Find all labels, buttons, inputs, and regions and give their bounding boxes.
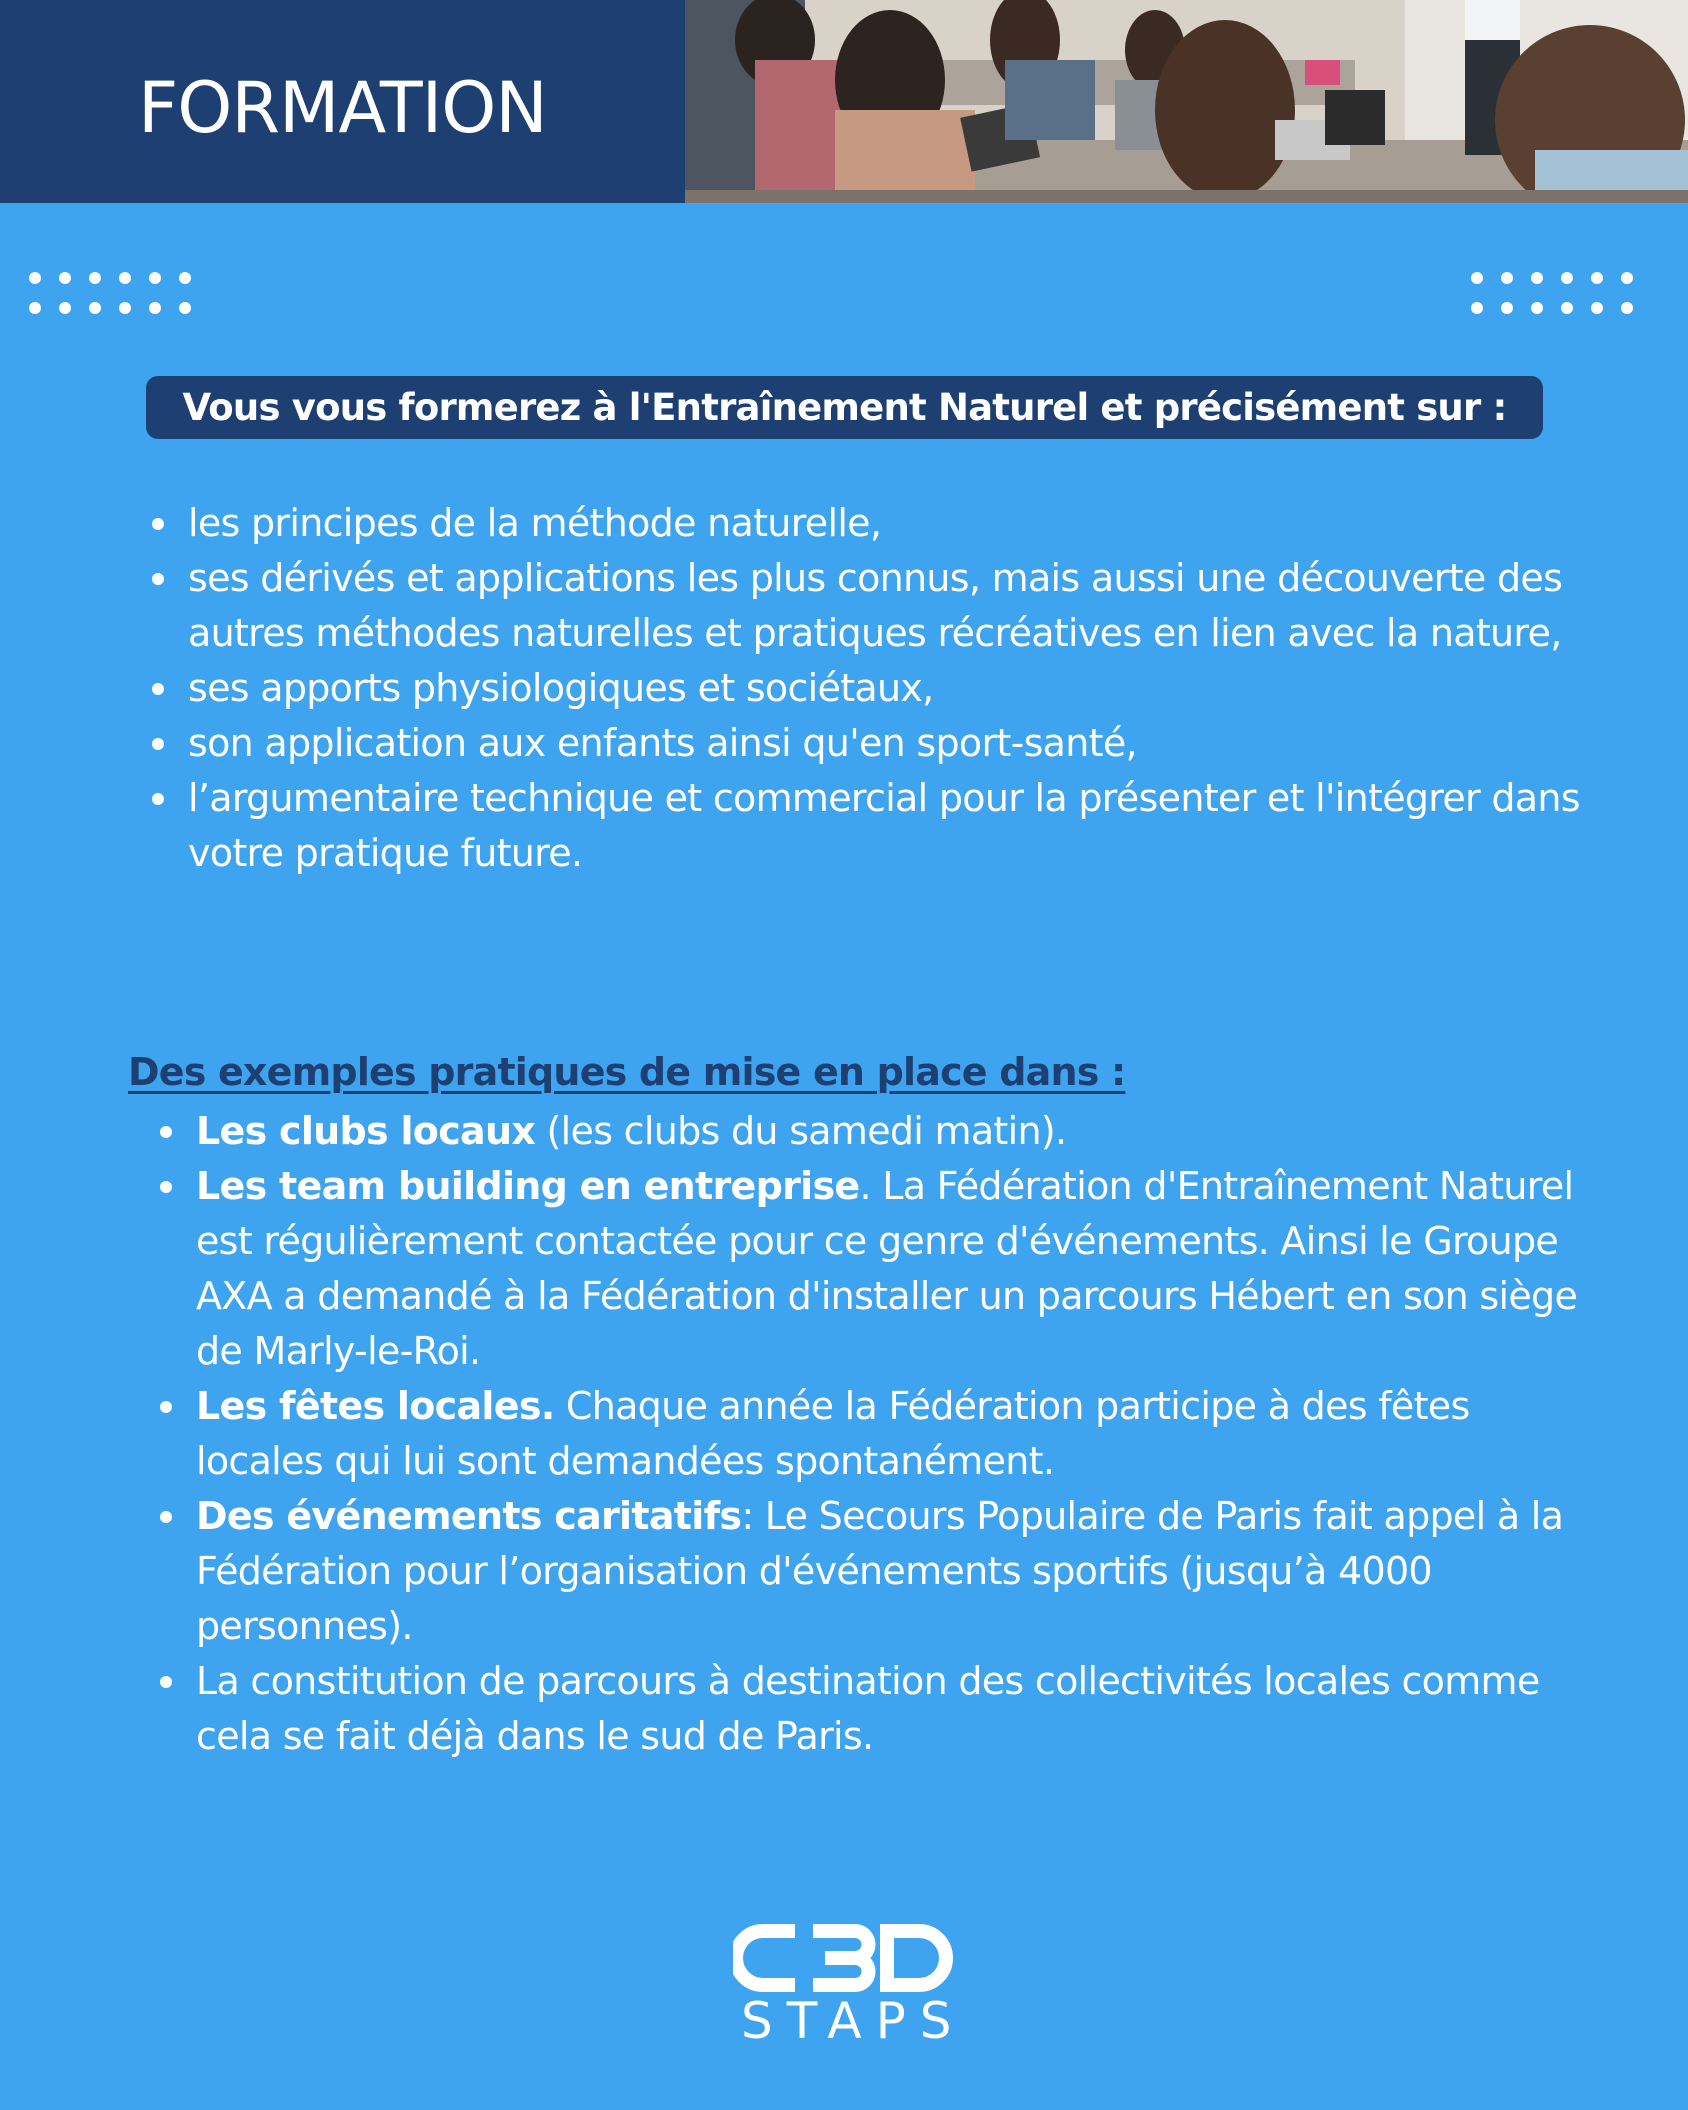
item-text: (les clubs du samedi matin). bbox=[535, 1109, 1067, 1153]
page-title: FORMATION bbox=[138, 67, 547, 149]
list-item: ses apports physiologiques et sociétaux, bbox=[150, 661, 1580, 716]
list-item: les principes de la méthode naturelle, bbox=[150, 496, 1580, 551]
item-text: La constitution de parcours à destination des collectivités locales comme cela se fait déjà dans le sud de Paris. bbox=[196, 1659, 1540, 1758]
list-item bbox=[158, 1104, 1588, 1159]
item-bold: Les team building en entreprise bbox=[196, 1164, 860, 1208]
item-bold: Les fêtes locales. bbox=[196, 1384, 555, 1428]
section1-list bbox=[150, 496, 1580, 881]
logo-staps-text: STAPS bbox=[741, 1992, 966, 2050]
item-text: : Le Secours Populaire de Paris fait appel à la Fédération pour l’organisation d'événements sportifs (jusqu’à 4000 personnes). bbox=[196, 1494, 1564, 1648]
list-item bbox=[158, 1489, 1588, 1654]
decorative-dots-left bbox=[29, 272, 194, 322]
section1-heading-pill bbox=[146, 376, 1543, 439]
list-item bbox=[158, 1654, 1588, 1764]
decorative-dots-right bbox=[1471, 272, 1636, 322]
section1-heading: Vous vous formerez à l'Entraînement Naturel et précisément sur : bbox=[182, 386, 1507, 429]
classroom-photo bbox=[685, 0, 1688, 203]
list-item: l’argumentaire technique et commercial pour la présenter et l'intégrer dans votre pratique future. bbox=[150, 771, 1580, 881]
list-item bbox=[158, 1379, 1588, 1489]
section2-list bbox=[158, 1104, 1588, 1764]
list-item: ses dérivés et applications les plus connus, mais aussi une découverte des autres méthodes naturelles et pratiques récréatives en lien avec la nature, bbox=[150, 551, 1580, 661]
item-text: . La Fédération d'Entraînement Naturel est régulièrement contactée pour ce genre d'événements. Ainsi le Groupe AXA a demandé à la Fédération d'installer un parcours Hébert en son siège de Marly-le-Roi. bbox=[196, 1164, 1578, 1373]
item-text: Chaque année la Fédération participe à des fêtes locales qui lui sont demandées spontanément. bbox=[196, 1384, 1470, 1483]
item-bold: Les clubs locaux bbox=[196, 1109, 536, 1153]
list-item: son application aux enfants ainsi qu'en sport-santé, bbox=[150, 716, 1580, 771]
section2-heading: Des exemples pratiques de mise en place dans : bbox=[128, 1050, 1126, 1094]
item-bold: Des événements caritatifs bbox=[196, 1494, 742, 1538]
list-item bbox=[158, 1159, 1588, 1379]
